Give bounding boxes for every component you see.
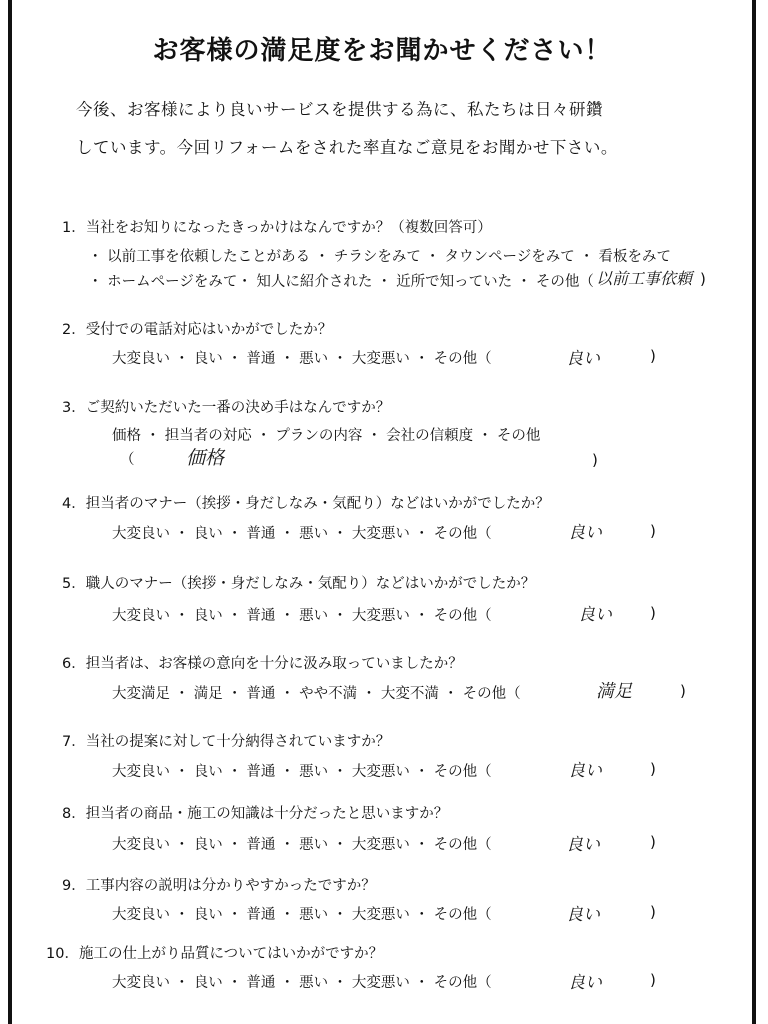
question-9-options: 大変良い ・ 良い ・ 普通 ・ 悪い ・ 大変悪い ・ その他（ — [112, 907, 492, 923]
question-5-options: 大変良い ・ 良い ・ 普通 ・ 悪い ・ 大変悪い ・ その他（ — [112, 608, 492, 624]
question-9-close-paren: ) — [650, 903, 656, 921]
question-10-title: 10．施工の仕上がり品質についてはいかがですか？ — [46, 946, 384, 962]
question-6-title: 6．担当者は、お客様の意向を十分に汲み取っていましたか？ — [62, 656, 463, 672]
question-3-close-paren: ) — [592, 451, 598, 469]
question-6-options: 大変満足 ・ 満足 ・ 普通 ・ やや不満 ・ 大変不満 ・ その他（ — [112, 686, 521, 702]
question-5-title: 5．職人のマナー（挨拶・身だしなみ・気配り）などはいかがでしたか？ — [62, 576, 536, 592]
question-9-title: 9．工事内容の説明は分かりやすかったですか？ — [62, 878, 376, 894]
question-2-title: 2．受付での電話対応はいかがでしたか？ — [62, 322, 333, 338]
question-10-close-paren: ) — [650, 971, 656, 989]
question-7-title: 7．当社の提案に対して十分納得されていますか？ — [62, 734, 391, 750]
question-4-options: 大変良い ・ 良い ・ 普通 ・ 悪い ・ 大変悪い ・ その他（ — [112, 526, 492, 542]
question-8-options: 大変良い ・ 良い ・ 普通 ・ 悪い ・ 大変悪い ・ その他（ — [112, 837, 492, 853]
question-6-answer: 満足 — [596, 681, 632, 702]
question-6-close-paren: ) — [680, 682, 686, 700]
question-5-close-paren: ) — [650, 604, 656, 622]
question-1-options-line-1: ・ 以前工事を依頼したことがある ・ チラシをみて ・ タウンページをみて ・ 看板をみて — [88, 249, 671, 265]
question-1-answer: 以前工事依頼 — [596, 269, 693, 288]
question-3-options: 価格 ・ 担当者の対応 ・ プランの内容 ・ 会社の信頼度 ・ その他 — [112, 428, 541, 444]
question-10-answer: 良い — [568, 973, 602, 993]
question-4-close-paren: ) — [650, 522, 656, 540]
intro-line-1: 今後、お客様により良いサービスを提供する為に、私たちは日々研鑽 — [76, 100, 603, 119]
question-2-options: 大変良い ・ 良い ・ 普通 ・ 悪い ・ 大変悪い ・ その他（ — [112, 351, 492, 367]
question-3-title: 3．ご契約いただいた一番の決め手はなんですか？ — [62, 400, 391, 416]
question-4-answer: 良い — [568, 523, 602, 543]
intro-line-2: しています。今回リフォームをされた率直なご意見をお聞かせ下さい。 — [76, 138, 618, 157]
question-8-title: 8．担当者の商品・施工の知識は十分だったと思いますか？ — [62, 806, 449, 822]
question-2-close-paren: ) — [650, 347, 656, 365]
question-1-close-paren: ) — [700, 270, 706, 288]
question-5-answer: 良い — [578, 605, 612, 625]
question-8-answer: 良い — [566, 835, 600, 855]
page-border-right — [752, 0, 756, 1024]
question-7-answer: 良い — [568, 761, 602, 781]
question-8-close-paren: ) — [650, 833, 656, 851]
question-7-close-paren: ) — [650, 760, 656, 778]
question-1-title: 1．当社をお知りになったきっかけはなんですか？（複数回答可） — [62, 220, 492, 236]
question-3-answer: 価格 — [186, 447, 225, 469]
page-title: お客様の満足度をお聞かせください！ — [152, 36, 612, 66]
question-10-options: 大変良い ・ 良い ・ 普通 ・ 悪い ・ 大変悪い ・ その他（ — [112, 975, 492, 991]
page-border-left — [8, 0, 12, 1024]
question-4-title: 4．担当者のマナー（挨拶・身だしなみ・気配り）などはいかがでしたか？ — [62, 496, 550, 512]
question-7-options: 大変良い ・ 良い ・ 普通 ・ 悪い ・ 大変悪い ・ その他（ — [112, 764, 492, 780]
question-1-options-line-2: ・ ホームページをみて・ 知人に紹介された ・ 近所で知っていた ・ その他（ — [88, 274, 594, 290]
question-2-answer: 良い — [566, 349, 600, 369]
question-3-open-paren: （ — [120, 452, 135, 468]
question-9-answer: 良い — [566, 905, 600, 925]
